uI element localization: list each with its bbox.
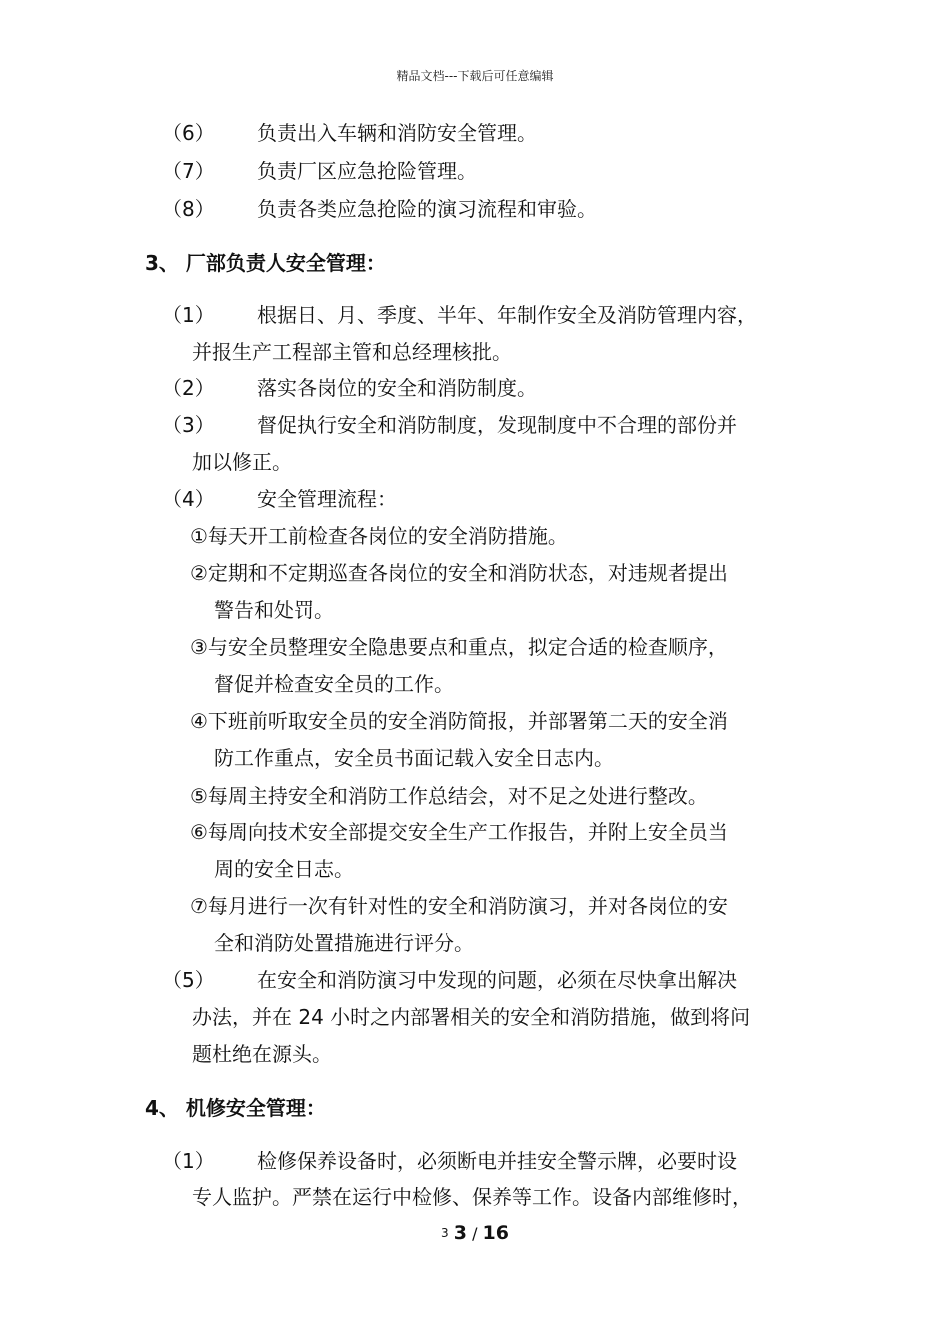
sub-item-text-continuation: 防工作重点，安全员书面记载入安全日志内。 <box>214 746 614 770</box>
current-page-number: 3 <box>453 1222 467 1244</box>
page-footer <box>0 1222 950 1244</box>
item-text-continuation: 题杜绝在源头。 <box>192 1042 332 1066</box>
item-text-continuation: 加以修正。 <box>192 450 292 474</box>
sub-item-text: ④下班前听取安全员的安全消防简报，并部署第二天的安全消 <box>190 709 728 733</box>
item-text: 督促执行安全和消防制度，发现制度中不合理的部份并 <box>257 413 737 437</box>
item-text-continuation: 办法，并在 24 小时之内部署相关的安全和消防措施，做到将问 <box>192 1005 751 1029</box>
item-text: 安全管理流程： <box>257 487 397 511</box>
total-pages: 16 <box>482 1222 509 1244</box>
item-number: （3） <box>162 413 215 437</box>
item-text: 负责厂区应急抢险管理。 <box>257 159 477 183</box>
item-text: 负责出入车辆和消防安全管理。 <box>257 121 537 145</box>
sub-item-text-continuation: 警告和处罚。 <box>214 598 334 622</box>
item-number: （5） <box>162 968 215 992</box>
sub-item-text: ③与安全员整理安全隐患要点和重点，拟定合适的检查顺序， <box>190 635 728 659</box>
item-text: 负责各类应急抢险的演习流程和审验。 <box>257 197 597 221</box>
page-header: 精品文档---下载后可任意编辑 <box>396 69 554 83</box>
sub-item-text: ⑦每月进行一次有针对性的安全和消防演习，并对各岗位的安 <box>190 894 728 918</box>
item-number: （1） <box>162 303 215 327</box>
item-number: （1） <box>162 1149 215 1173</box>
item-number: （2） <box>162 376 215 400</box>
item-text: 落实各岗位的安全和消防制度。 <box>257 376 537 400</box>
sub-item-text-continuation: 督促并检查安全员的工作。 <box>214 672 454 696</box>
item-text: 根据日、月、季度、半年、年制作安全及消防管理内容， <box>257 303 757 327</box>
sub-item-text-continuation: 周的安全日志。 <box>214 857 354 881</box>
item-text-continuation: 专人监护。严禁在运行中检修、保养等工作。设备内部维修时， <box>192 1185 752 1209</box>
item-number: （6） <box>162 121 215 145</box>
section-heading: 3、 厂部负责人安全管理： <box>145 251 386 275</box>
sub-item-text-continuation: 全和消防处置措施进行评分。 <box>214 931 474 955</box>
item-number: （7） <box>162 159 215 183</box>
item-text: 在安全和消防演习中发现的问题，必须在尽快拿出解决 <box>257 968 737 992</box>
sub-item-text: ⑥每周向技术安全部提交安全生产工作报告，并附上安全员当 <box>190 820 728 844</box>
page-separator: / <box>472 1224 478 1243</box>
item-text: 检修保养设备时，必须断电并挂安全警示牌，必要时设 <box>257 1149 737 1173</box>
item-number: （8） <box>162 197 215 221</box>
item-number: （4） <box>162 487 215 511</box>
item-text-continuation: 并报生产工程部主管和总经理核批。 <box>192 340 512 364</box>
footer-page-marker: 3 <box>441 1226 449 1240</box>
sub-item-text: ⑤每周主持安全和消防工作总结会，对不足之处进行整改。 <box>190 784 708 808</box>
sub-item-text: ②定期和不定期巡查各岗位的安全和消防状态，对违规者提出 <box>190 561 728 585</box>
sub-item-text: ①每天开工前检查各岗位的安全消防措施。 <box>190 524 568 548</box>
section-heading: 4、 机修安全管理： <box>145 1096 326 1120</box>
